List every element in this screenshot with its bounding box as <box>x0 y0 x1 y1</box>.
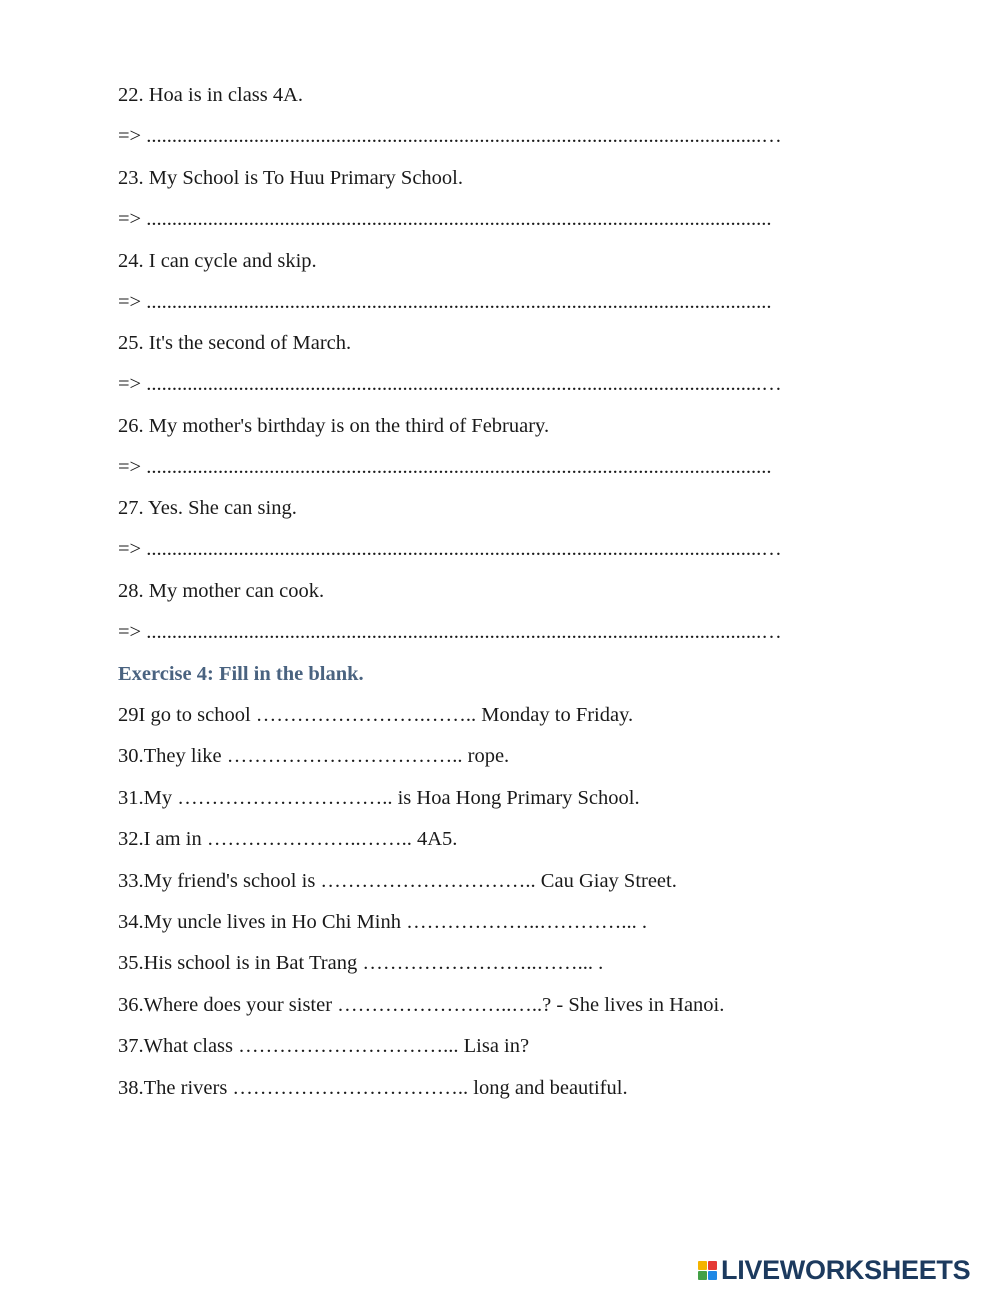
question-22: 22. Hoa is in class 4A. <box>118 84 304 106</box>
question-23: 23. My School is To Huu Primary School. <box>118 167 463 189</box>
exercise-4-heading: Exercise 4: Fill in the blank. <box>118 663 364 685</box>
answer-line-22[interactable]: => ........................................................................................................................… <box>118 125 782 147</box>
fill-blank-36[interactable]: 36.Where does your sister ……………………..…..? - She lives in Hanoi. <box>118 994 725 1016</box>
fill-blank-38[interactable]: 38.The rivers …………………………….. long and beautiful. <box>118 1077 628 1099</box>
question-27: 27. Yes. She can sing. <box>118 497 297 519</box>
answer-line-24[interactable]: => .......................................................................................................................... <box>118 291 772 313</box>
answer-line-23[interactable]: => .......................................................................................................................... <box>118 208 772 230</box>
answer-line-25[interactable]: => ........................................................................................................................… <box>118 373 782 395</box>
answer-line-28[interactable]: => ........................................................................................................................… <box>118 621 782 643</box>
fill-blank-30[interactable]: 30.They like …………………………….. rope. <box>118 745 510 767</box>
fill-blank-33[interactable]: 33.My friend's school is ………………………….. Cau Giay Street. <box>118 870 677 892</box>
liveworksheets-logo <box>698 1255 970 1285</box>
logo-block <box>698 1271 707 1280</box>
logo-blocks-icon <box>698 1261 717 1280</box>
question-26: 26. My mother's birthday is on the third of February. <box>118 415 550 437</box>
fill-blank-34[interactable]: 34.My uncle lives in Ho Chi Minh ………………..…………... . <box>118 911 648 933</box>
logo-text: LIVEWORKSHEETS <box>721 1254 971 1285</box>
logo-block <box>708 1261 717 1270</box>
logo-block <box>708 1271 717 1280</box>
fill-blank-37[interactable]: 37.What class …………………………... Lisa in? <box>118 1035 530 1057</box>
fill-blank-32[interactable]: 32.I am in …………………..…….. 4A5. <box>118 828 458 850</box>
answer-line-27[interactable]: => ........................................................................................................................… <box>118 538 782 560</box>
question-28: 28. My mother can cook. <box>118 580 325 602</box>
fill-blank-35[interactable]: 35.His school is in Bat Trang ……………………..……... . <box>118 952 604 974</box>
answer-line-26[interactable]: => .......................................................................................................................... <box>118 456 772 478</box>
fill-blank-31[interactable]: 31.My ………………………….. is Hoa Hong Primary School. <box>118 787 640 809</box>
logo-block <box>698 1261 707 1270</box>
question-24: 24. I can cycle and skip. <box>118 250 317 272</box>
fill-blank-29[interactable]: 29I go to school …………………….…….. Monday to Friday. <box>118 704 634 726</box>
question-25: 25. It's the second of March. <box>118 332 352 354</box>
